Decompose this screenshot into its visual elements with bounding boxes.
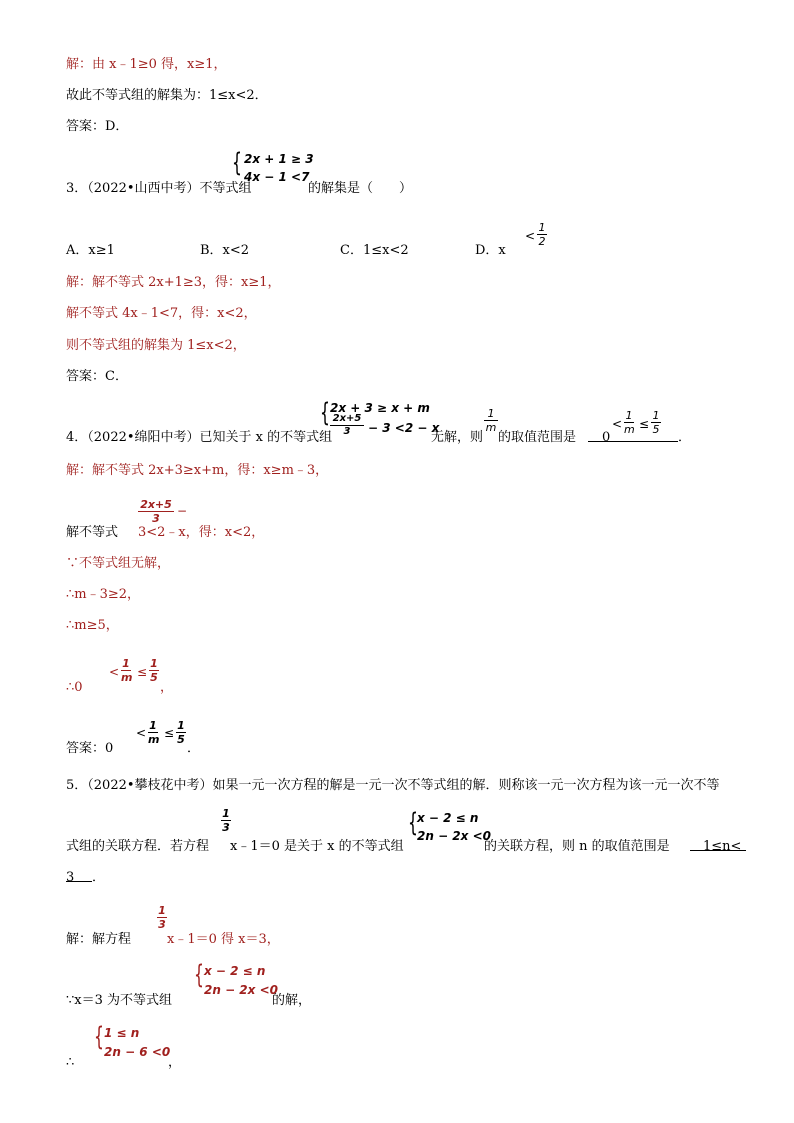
q5-frac-den: 3 xyxy=(222,821,230,834)
q5-sol3-sys1: 1 ≤ n xyxy=(104,1026,140,1040)
q4-sol6-le: ≤ xyxy=(137,665,148,679)
q4-frac-den: m xyxy=(485,421,497,434)
q3-sol3: 则不等式组的解集为 1≤x<2， xyxy=(66,338,246,353)
q5-sol2-sys2: 2n − 2x <0 xyxy=(204,983,278,997)
q5-sol2-a: ∵x＝3 为不等式组 xyxy=(66,993,173,1008)
q5-sol1-b: x﹣1＝0 得 x＝3， xyxy=(167,932,280,947)
q4-suffix: 的取值范围是 xyxy=(498,430,577,445)
q4-blank-le: ≤ xyxy=(639,417,650,431)
q4-system-frac-num: 2x+5 xyxy=(332,413,362,424)
q4-blank-frac2-num: 1 xyxy=(652,409,660,422)
q5-blank-a: 1≤n< xyxy=(703,839,742,854)
q4-frac xyxy=(484,408,498,433)
q5-blank-b: 3 xyxy=(66,870,75,885)
prev-solution-line2: 故此不等式组的解集为：1≤x<2． xyxy=(66,88,268,103)
q4-sol3: ∵不等式组无解， xyxy=(66,556,171,571)
prev-answer: 答案：D． xyxy=(66,119,129,134)
q4-blank-zero: 0 xyxy=(602,430,611,445)
q3-option-d-num: 1 xyxy=(538,221,546,234)
q4-answer-frac2 xyxy=(176,720,186,745)
q4-system-line1: 2x + 3 ≥ x + m xyxy=(330,401,430,415)
q3-option-d: D．x xyxy=(475,243,506,258)
q4-sol6-end: ， xyxy=(160,680,174,695)
q4-answer-frac1-den: m xyxy=(148,733,160,746)
q4-blank-frac1-den: m xyxy=(624,423,635,436)
q5-sol1-frac-num: 1 xyxy=(158,904,166,917)
q4-sol6-frac2-num: 1 xyxy=(150,657,158,670)
q4-system-line2-rest: − 3 <2 − x xyxy=(368,421,440,435)
q5-brace: { xyxy=(408,808,418,838)
q4-answer-lt: < xyxy=(136,726,147,740)
q5-line2-b: x﹣1＝0 是关于 x 的不等式组 xyxy=(230,839,404,854)
q5-sol3-sys2: 2n − 6 <0 xyxy=(104,1045,171,1059)
q4-sol6-frac2 xyxy=(149,658,159,683)
q5-system-line2: 2n − 2x <0 xyxy=(417,829,491,843)
q4-sol2-minus: − xyxy=(177,504,188,518)
q4-mid: 无解，则 xyxy=(431,430,484,445)
q5-system-line1: x − 2 ≤ n xyxy=(417,811,479,825)
q3-option-d-den: 2 xyxy=(538,235,546,248)
q5-sol3-brace: { xyxy=(94,1022,104,1052)
q4-answer-frac1-num: 1 xyxy=(149,719,157,732)
q5-sol2-sys1: x − 2 ≤ n xyxy=(204,964,266,978)
q4-sol6-frac1 xyxy=(121,658,131,683)
q4-prefix: 4．（2022•绵阳中考）已知关于 x 的不等式组 xyxy=(66,430,333,445)
q4-blank-frac2 xyxy=(651,410,661,435)
q3-option-d-lt: < xyxy=(525,229,536,243)
q4-system-frac-den: 3 xyxy=(343,426,351,437)
q4-answer-frac2-den: 5 xyxy=(177,733,185,746)
q4-blank-frac1 xyxy=(624,410,634,435)
q4-sol4: ∴m﹣3≥2， xyxy=(66,587,141,602)
q5-sol2-brace: { xyxy=(194,960,204,990)
q3-option-b: B．x<2 xyxy=(200,243,250,258)
q3-sol1: 解：解不等式 2x+1≥3，得：x≥1， xyxy=(66,275,281,290)
q4-sol6-frac2-den: 5 xyxy=(150,671,158,684)
q5-sol1-frac xyxy=(157,905,167,930)
q4-frac-num: 1 xyxy=(487,407,495,420)
q4-sol2-frac-den: 3 xyxy=(152,512,160,525)
q4-sol2-prefix: 解不等式 xyxy=(66,525,119,540)
q5-line1: 5．（2022•攀枝花中考）如果一元一次方程的解是一元一次不等式组的解．则称该一元一次方程为该一元一次不等 xyxy=(66,778,720,793)
q4-sol5: ∴m≥5， xyxy=(66,618,119,633)
q5-sol3-b: ， xyxy=(168,1055,182,1070)
q3-answer: 答案：C． xyxy=(66,369,128,384)
q5-frac-num: 1 xyxy=(222,807,230,820)
q4-end: ． xyxy=(678,430,692,445)
q4-answer-frac1 xyxy=(148,720,158,745)
q4-sol6-lt: < xyxy=(109,665,120,679)
q3-option-c: C．1≤x<2 xyxy=(340,243,409,258)
q3-brace: { xyxy=(232,148,242,178)
q5-line2-a: 式组的关联方程．若方程 xyxy=(66,839,210,854)
q4-answer-prefix: 答案：0 xyxy=(66,741,114,756)
prev-solution-line1: 解：由 x﹣1≥0 得，x≥1， xyxy=(66,57,227,72)
q5-frac xyxy=(221,808,231,833)
q4-brace: { xyxy=(320,398,330,428)
q4-blank-frac2-den: 5 xyxy=(652,423,660,436)
q3-option-d-frac xyxy=(537,222,547,247)
q4-answer-end: ． xyxy=(187,741,201,756)
q4-blank-lt: < xyxy=(612,417,623,431)
q3-prefix: 3．（2022•山西中考）不等式组 xyxy=(66,181,252,196)
q4-sol6-prefix: ∴0 xyxy=(66,680,83,695)
q4-system-frac xyxy=(330,414,364,437)
q4-answer-le: ≤ xyxy=(164,726,175,740)
q4-answer-frac2-num: 1 xyxy=(177,719,185,732)
q3-system-line1: 2x + 1 ≥ 3 xyxy=(244,152,314,166)
q5-sol3-a: ∴ xyxy=(66,1055,75,1070)
q5-sol1-a: 解：解方程 xyxy=(66,932,132,947)
q4-sol6-frac1-den: m xyxy=(121,671,133,684)
q3-option-a: A．x≥1 xyxy=(66,243,115,258)
q5-end: ． xyxy=(92,870,106,885)
q4-sol1: 解：解不等式 2x+3≥x+m，得：x≥m﹣3， xyxy=(66,463,329,478)
q4-sol6-frac1-num: 1 xyxy=(122,657,130,670)
q3-system-line2: 4x − 1 <7 xyxy=(244,170,310,184)
q4-sol2-frac xyxy=(138,499,174,524)
q4-blank-frac1-num: 1 xyxy=(625,409,633,422)
q4-sol2-rest: 3<2﹣x，得：x<2， xyxy=(138,525,265,540)
q3-sol2: 解不等式 4x﹣1<7，得：x<2， xyxy=(66,306,257,321)
q5-sol2-b: 的解， xyxy=(272,993,312,1008)
q5-line2-c: 的关联方程，则 n 的取值范围是 xyxy=(484,839,670,854)
q3-suffix: 的解集是（ ） xyxy=(308,181,413,196)
q5-sol1-frac-den: 3 xyxy=(158,918,166,931)
q4-sol2-frac-num: 2x+5 xyxy=(140,498,172,511)
